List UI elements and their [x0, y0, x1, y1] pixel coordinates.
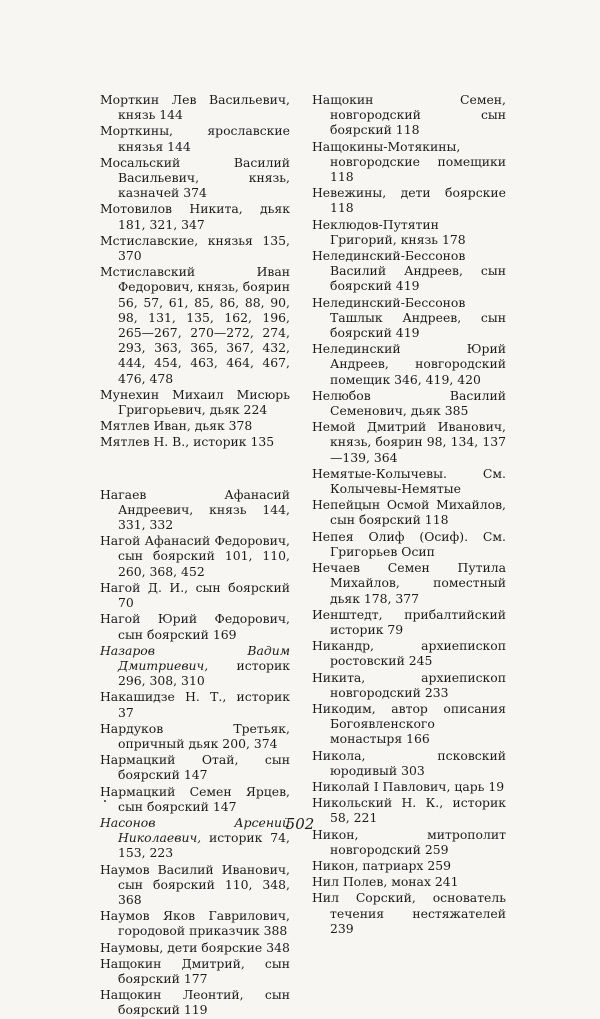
index-entry: [312, 497, 506, 527]
index-entry: [312, 248, 506, 294]
entry-name: Мстиславский Иван Федорович,: [100, 264, 290, 295]
letter-section-gap: [100, 451, 290, 487]
entry-name: Нардуков Третьяк, опричный: [100, 720, 290, 751]
index-entry: [312, 388, 506, 418]
entry-name: Нил Полев, монах 241: [312, 874, 459, 890]
entry-references: поместный дьяк 178, 377: [330, 575, 506, 606]
entry-name: Мстиславские, князья 135, 370: [100, 232, 290, 264]
entry-references: историк 74, 153, 223: [118, 830, 290, 861]
entry-name: Насонов Арсений Николаевич,: [100, 814, 290, 846]
index-entry: [100, 611, 290, 641]
index-entry: [312, 529, 506, 559]
index-entry: [100, 862, 290, 908]
entry-name: Наумов Василий Иванович,: [100, 861, 290, 877]
entry-references: 221: [353, 810, 378, 826]
entry-name: Нил Сорский, основатель течения: [312, 890, 506, 921]
entry-name: Никон, митрополит новгородский: [312, 826, 506, 857]
entry-name: Нащокин Дмитрий, сын боярский: [100, 955, 290, 986]
entry-references: 147: [183, 767, 208, 783]
entry-name: Назаров Вадим Дмитриевич,: [100, 642, 290, 673]
entry-references: 144: [167, 138, 191, 154]
entry-references: князь, боярин 98, 134, 137—139, 364: [330, 434, 506, 465]
entry-references: историк 79: [330, 621, 404, 637]
entry-name: Нармацкий Отай, сын боярский: [100, 752, 290, 783]
index-entry: [100, 418, 290, 433]
entry-references: Осип: [401, 543, 435, 559]
index-entry: [100, 940, 290, 955]
entry-name: Мятлев Н. В., историк 135: [100, 434, 275, 450]
index-entry: [312, 341, 506, 387]
page-number: 502: [285, 815, 315, 833]
entry-name: Никандр, архиепископ ростовский: [312, 638, 506, 669]
entry-name: Нелединский-Бессонов Ташлык: [312, 294, 466, 325]
entry-name: Невежины, дети боярские 118: [312, 185, 506, 216]
entry-name: Нагой Афанасий Федорович,: [100, 533, 290, 549]
index-entry: [312, 890, 506, 936]
index-entry: [312, 466, 506, 496]
entry-name: Нармацкий Семен Ярцев, сын: [100, 783, 290, 814]
entry-name: Николай I Павлович, царь 19: [312, 778, 505, 794]
entry-references: 245: [408, 653, 433, 669]
entry-references: князь 178: [400, 231, 466, 247]
index-entry: [312, 560, 506, 606]
entry-name: Нагой Д. И., сын боярский 70: [100, 579, 290, 611]
entry-name: Немой Дмитрий Иванович,: [312, 419, 506, 435]
entry-name: Нагой Юрий Федорович, сын: [100, 611, 290, 642]
entry-name: Мятлев Иван, дьяк 378: [100, 418, 253, 434]
entry-name: Нащокин Семен, новгородский: [312, 92, 506, 123]
entry-references: монастыря 166: [330, 731, 430, 747]
entry-name: Морткины, ярославские князья: [100, 123, 290, 154]
entry-name: Нелединский-Бессонов Василий: [312, 248, 466, 279]
index-entry: [100, 908, 290, 938]
index-entry: [100, 533, 290, 579]
index-entry: [312, 748, 506, 778]
index-entry: [312, 217, 506, 247]
index-entry: [312, 607, 506, 637]
index-entry: [100, 580, 290, 610]
entry-name: Непея Олиф (Осиф). См. Григорьев: [312, 528, 506, 559]
index-entry: [100, 643, 290, 689]
entry-name: Накашидзе Н. Т., историк 37: [100, 689, 290, 720]
entry-references: князь 144, 331, 332: [118, 501, 290, 533]
index-entry: [100, 387, 290, 417]
entry-references: сын боярский 118: [330, 512, 449, 528]
entry-name: Наумов Яков Гаврилович, городовой: [100, 908, 290, 939]
index-entry: [100, 233, 290, 263]
entry-references: боярский 169: [147, 626, 237, 642]
ink-speck: [104, 800, 106, 802]
entry-references: сын боярский 118: [330, 107, 506, 138]
index-entry: [312, 779, 506, 794]
entry-name: Мунехин Михаил Мисюрь Григорьевич,: [100, 386, 290, 418]
entry-name: Нащокин Леонтий, сын боярский: [100, 987, 290, 1018]
entry-references: 177: [183, 970, 208, 986]
index-entry: [100, 123, 290, 153]
index-entry: [312, 874, 506, 889]
entry-references: князь 144: [118, 107, 183, 123]
index-entry: [100, 689, 290, 719]
entry-references: князь, казначей 374: [118, 170, 290, 201]
index-entry: [100, 201, 290, 231]
entry-references: историк 296, 308, 310: [118, 657, 290, 689]
entry-name: Никольский Н. К., историк 58,: [312, 795, 506, 826]
index-entry: [100, 487, 290, 533]
entry-name: Немятые-Колычевы. См. Колычевы-Немятые: [312, 465, 506, 497]
right-column: [312, 92, 506, 937]
entry-name: Наумовы, дети боярские 348: [100, 939, 290, 955]
index-entry: [312, 638, 506, 668]
entry-references: 303: [401, 762, 425, 778]
entry-references: нестяжателей 239: [330, 905, 506, 936]
entry-name: Мосальский Василий Васильевич,: [100, 154, 290, 186]
entry-references: новгородский помещик 346, 419, 420: [330, 356, 506, 387]
entry-references: приказчик 388: [189, 923, 288, 939]
entry-references: 259: [424, 841, 449, 857]
entry-references: князь, боярин 56, 57, 61, 85, 86, 88, 90, 98, 131, 135, 162, 196, 265—267, 270—272, 274, 293, 363, 365, 367, 432, 444, 454, 463, 464, 467, 476, 478: [118, 279, 290, 386]
index-entry: [100, 155, 290, 201]
entry-references: помещики 118: [330, 153, 506, 185]
entry-references: сын боярский 110, 348, 368: [118, 876, 290, 907]
entry-name: Неклюдов-Путятин Григорий,: [312, 216, 439, 247]
index-entry: [100, 987, 290, 1017]
index-entry: [312, 670, 506, 700]
index-entry: [312, 92, 506, 138]
index-entry: [100, 92, 290, 122]
index-entry: [312, 701, 506, 747]
entry-name: Нечаев Семен Путила Михайлов,: [312, 560, 506, 591]
entry-name: Непейцын Осмой Михайлов,: [312, 497, 506, 513]
entry-name: Морткин Лев Васильевич,: [100, 92, 290, 107]
left-column: [100, 92, 290, 1019]
entry-references: 119: [183, 1002, 208, 1018]
entry-name: Никон, патриарх 259: [312, 857, 451, 873]
index-entry: [312, 419, 506, 465]
index-entry: [100, 956, 290, 986]
entry-references: дьяк 224: [209, 402, 268, 418]
entry-references: Андреев, сын боярский 419: [330, 309, 506, 341]
entry-name: Нащокины-Мотякины, новгородские: [312, 138, 461, 169]
entry-name: Никола, псковский юродивый: [312, 747, 506, 778]
index-entry: [312, 185, 506, 215]
index-entry: [100, 434, 290, 449]
entry-name: Нелюбов Василий Семенович,: [312, 387, 506, 419]
entry-references: сын боярский 101, 110, 260, 368, 452: [118, 548, 290, 579]
index-entry: [100, 784, 290, 814]
entry-name: Нелединский Юрий Андреев,: [312, 341, 506, 372]
entry-references: 321, 347: [149, 216, 205, 232]
index-entry: [100, 752, 290, 782]
index-entry: [100, 264, 290, 386]
entry-references: дьяк 385: [410, 403, 469, 419]
index-entry: [312, 139, 506, 185]
entry-name: Мотовилов Никита, дьяк 181,: [100, 201, 290, 232]
entry-name: Никодим, автор описания Богоявленского: [312, 700, 506, 732]
index-entry: [312, 858, 506, 873]
entry-references: боярский 147: [147, 798, 237, 814]
entry-name: Никита, архиепископ новгородский: [312, 669, 506, 700]
entry-references: дьяк 200, 374: [188, 735, 278, 751]
entry-name: Нагаев Афанасий Андреевич,: [100, 486, 290, 517]
entry-references: 233: [424, 684, 449, 700]
index-entry: [100, 721, 290, 751]
entry-references: Андреев, сын боярский 419: [330, 263, 506, 294]
entry-name: Иенштедт, прибалтийский: [312, 606, 506, 622]
index-entry: [312, 295, 506, 341]
